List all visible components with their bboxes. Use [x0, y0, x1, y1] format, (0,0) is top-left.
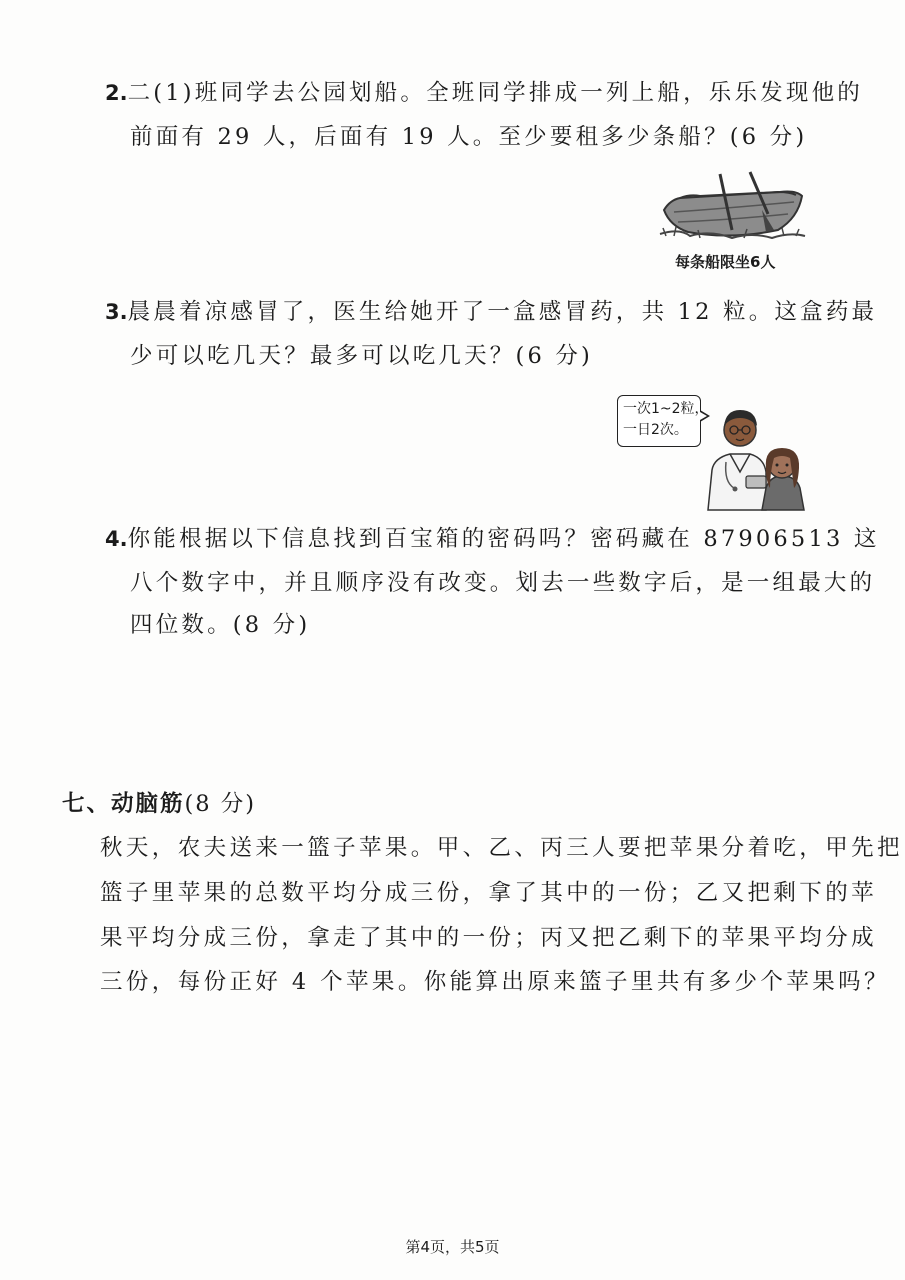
section-7-line-4: 三份，每份正好 4 个苹果。你能算出原来篮子里共有多少个苹果吗？: [100, 969, 890, 995]
boat-caption: 每条船限坐6人: [675, 253, 776, 271]
rowboat-illustration: [660, 170, 805, 245]
section-7-line-1: 秋天，农夫送来一篮子苹果。甲、乙、丙三人要把苹果分着吃，甲先把: [100, 835, 903, 861]
question-2-line-2: 前面有 29 人，后面有 19 人。至少要租多少条船？(6 分): [130, 124, 808, 150]
section-7-line-2: 篮子里苹果的总数平均分成三份，拿了其中的一份；乙又把剩下的苹: [100, 880, 878, 906]
question-4-line-3: 四位数。(8 分): [130, 612, 311, 638]
section-7-score: (8 分): [184, 791, 257, 817]
question-4-line-2: 八个数字中，并且顺序没有改变。划去一些数字后，是一组最大的: [130, 570, 876, 596]
question-2-number: 2.: [105, 81, 128, 105]
question-4-number: 4.: [105, 527, 128, 551]
page-number-footer: 第4页，共5页: [405, 1238, 500, 1256]
doctor-speech-bubble: 一次1~2粒， 一日2次。: [617, 395, 701, 447]
section-7-line-3: 果平均分成三份，拿走了其中的一份；丙又把乙剩下的苹果平均分成: [100, 925, 878, 951]
question-3-line-1: 3.晨晨着凉感冒了，医生给她开了一盒感冒药，共 12 粒。这盒药最: [105, 299, 878, 325]
section-7-title: 七、动脑筋(8 分): [62, 791, 257, 817]
question-3-number: 3.: [105, 300, 128, 324]
question-4-line-1: 4.你能根据以下信息找到百宝箱的密码吗？密码藏在 87906513 这: [105, 526, 880, 552]
question-2-line-1: 2.二(1)班同学去公园划船。全班同学排成一列上船，乐乐发现他的: [105, 80, 863, 106]
question-3-line-2: 少可以吃几天？最多可以吃几天？(6 分): [130, 343, 594, 369]
doctor-and-girl-illustration: [700, 392, 810, 510]
